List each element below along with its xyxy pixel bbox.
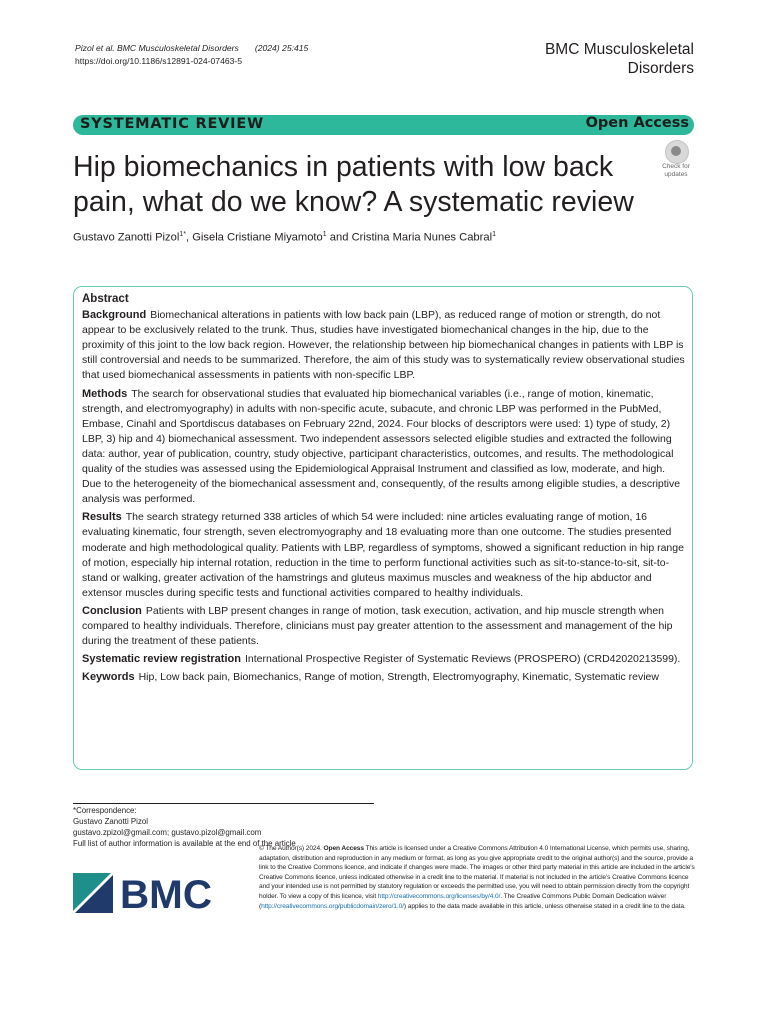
abstract-content (82, 292, 686, 688)
article-title (73, 150, 653, 220)
license-text-1: This article is licensed under a Creative Commons Attribution 4.0 International License, which permits use, sharing, adaptation, distribution and reproduction in any medium or format, as long as you give appropriate credit to the original author(s) and the source, provide a link to the Creative Commons licence, and indicate if changes were made. The images or other third party material in this article are included in the article's Creative Commons licence, unless indicated otherwise in a credit line to the material. If material is not included in the article's Creative Commons licence and your intended use is not permitted by statutory regulation or exceeds the permitted use, you will need to obtain permission directly from the copyright holder. To view a copy of this licence, visit (259, 845, 695, 900)
section-text: Hip, Low back pain, Biomechanics, Range of motion, Strength, Electromyography, Kinematic, Systematic review (138, 671, 659, 684)
check-updates-line1: Check for (662, 163, 690, 170)
abstract-section-keywords (82, 670, 686, 685)
article-title-line1: Hip biomechanics in patients with low back (73, 151, 614, 183)
author-name[interactable]: Gisela Cristiane Miyamoto (192, 231, 323, 244)
section-text: Biomechanical alterations in patients with low back pain (LBP), as reduced range of motion or strength, do not appear to be exclusively related to the trunk. Thus, studies have investigated biomechanical changes in the hip, due to the proximity of this joint to the low back region. However, the relationship between hip biomechanical changes in patients with LBP is still controversial and needs to be summarized. Therefore, the aim of this study was to systematically review observational studies that used biomechanical assessments in patients with non-specific LBP. (82, 309, 685, 382)
author-name[interactable]: Cristina Maria Nunes Cabral (351, 231, 493, 244)
section-label: Systematic review registration (82, 653, 241, 666)
article-title-line2: pain, what do we know? A systematic review (73, 186, 634, 218)
author-affiliation: 1* (179, 231, 186, 238)
author-affiliation: 1 (492, 231, 496, 238)
check-updates-line2: updates (664, 171, 688, 178)
abstract-box (73, 286, 693, 770)
bmc-logo (73, 873, 213, 913)
license-link[interactable]: http://creativecommons.org/licenses/by/4.0/ (377, 892, 501, 900)
license-text-3: ) applies to the data made available in this article, unless otherwise stated in a credit line to the data. (403, 902, 686, 910)
abstract-heading: Abstract (82, 293, 129, 305)
citation-year-volume: (2024) 25:415 (254, 43, 309, 53)
author-separator: and (326, 231, 352, 244)
article-type-band (73, 115, 694, 135)
abstract-section-registration (82, 652, 686, 667)
section-text: The search for observational studies that evaluated hip biomechanical variables (i.e., range of motion, kinematic, strength, and electromyography) in adults with non-specific acute, subacute, and chronic LBP was performed in the PubMed, Embase, Cinahl and Sportdiscus databases on February 22nd, 2024. Four blocks of descriptors were used: 1) type of study, 2) LBP, 3) hip and 4) biomechanical assessment. Two independent assessors selected eligible studies and extracted the following data: author, year of publication, country, study objective, participant characteristics, outcomes, and results. The methodological quality of the studies was assessed using the Epidemiological Appraisal Instrument and classified as low, moderate, and high. Due to the heterogeneity of the biomechanical assessment and, consequently, of the results among eligible studies, a descriptive analysis was performed. (82, 387, 681, 506)
correspondence-block (73, 805, 296, 849)
journal-name-line2: Disorders (627, 60, 694, 77)
author-name[interactable]: Gustavo Zanotti Pizol (73, 231, 180, 244)
abstract-section-conclusion (82, 604, 686, 649)
copyright: © The Author(s) 2024. (259, 845, 322, 852)
journal-name (494, 40, 694, 78)
section-text: International Prospective Register of Systematic Reviews (PROSPERO) (CRD42020213599). (244, 653, 681, 666)
license-text (259, 844, 699, 911)
footnote-rule (73, 803, 374, 804)
section-label: Conclusion (82, 604, 142, 617)
section-label: Background (82, 309, 147, 322)
author-affiliation: 1 (322, 231, 327, 238)
check-for-updates-badge[interactable] (656, 140, 696, 182)
public-domain-link[interactable]: http://creativecommons.org/publicdomain/zero/1.0/ (261, 902, 404, 910)
abstract-section-background (82, 308, 686, 383)
bmc-logo-text: BMC (120, 873, 212, 913)
open-access-inline: Open Access (323, 845, 364, 852)
section-label: Keywords (82, 671, 135, 684)
abstract-section-results (82, 510, 686, 601)
author-list (73, 231, 496, 244)
section-text: Patients with LBP present changes in range of motion, task execution, activation, and hip muscle strength when compared to healthy individuals. Therefore, clinicians must pay greater attention to the assessment and management of the hip during the treatment of these patients. (82, 604, 673, 648)
correspondence-label: *Correspondence: (73, 806, 137, 815)
author-separator: , (185, 231, 193, 244)
correspondence-name: Gustavo Zanotti Pizol (73, 817, 148, 826)
license-text-2: . The Creative Commons Public Domain Dedication waiver ( (259, 892, 667, 910)
open-access-label: Open Access (585, 115, 689, 131)
doi-link[interactable]: https://doi.org/10.1186/s12891-024-07463-5 (75, 56, 243, 66)
correspondence-emails[interactable]: gustavo.zpizol@gmail.com; gustavo.pizol@gmail.com (73, 828, 262, 837)
abstract-section-methods (82, 387, 686, 508)
section-label: Methods (82, 387, 128, 400)
author-info-note: Full list of author information is available at the end of the article (73, 839, 296, 848)
citation-block (75, 42, 308, 68)
article-type-label: SYSTEMATIC REVIEW (80, 116, 264, 132)
journal-name-line1: BMC Musculoskeletal (544, 41, 694, 58)
check-for-updates-icon (665, 140, 689, 164)
citation-authors: Pizol et al. BMC Musculoskeletal Disorders (75, 43, 239, 53)
section-label: Results (82, 511, 122, 524)
check-for-updates-label (656, 163, 696, 179)
section-text: The search strategy returned 338 articles of which 54 were included: nine articles evaluating range of motion, 16 evaluating kinematic, four strength, seven electromyography and 18 evaluating more than one outcome. The studies presented moderate and high methodological quality. Patients with LBP, regardless of symptoms, showed a significant reduction in hip range of motion, especially hip internal rotation, reduction in the time to perform functional activities such as sit-to-stance-to-sit, sit-to-stand or walking, greater activation of the hamstrings and gluteus maximus muscles and weakness of the hip abductor and extensor muscles during specific tests and functional activities compared to healthy individuals. (82, 511, 684, 599)
